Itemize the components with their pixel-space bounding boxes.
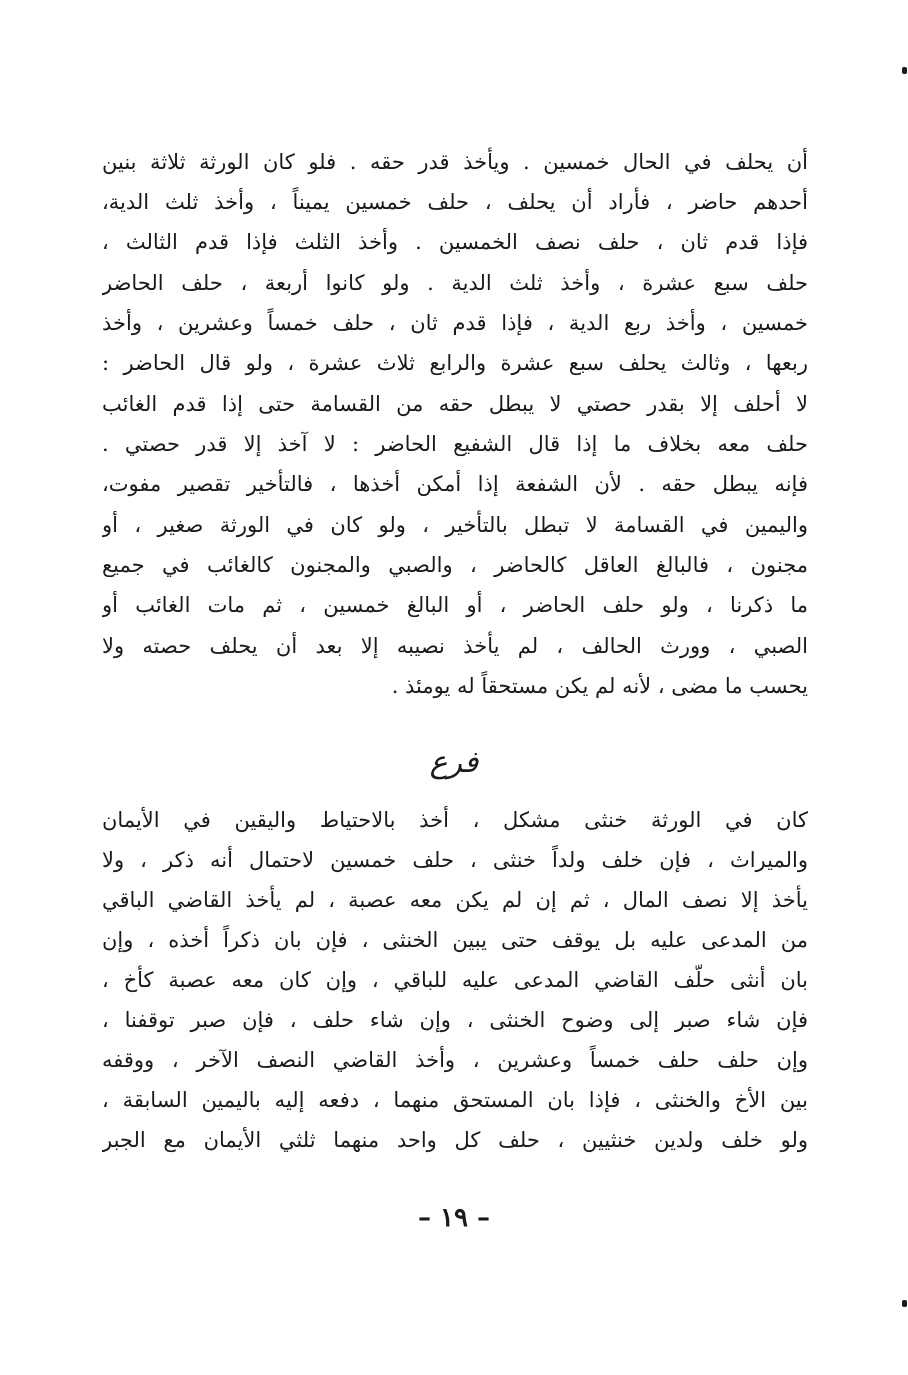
text-line: فإنه يبطل حقه . لأن الشفعة إذا أمكن أخذها ، فالتأخير تقصير مفوت،: [102, 472, 808, 496]
margin-mark: [902, 1300, 907, 1307]
section-heading: فرع: [429, 745, 479, 780]
text-line: خمسين ، وأخذ ربع الدية ، فإذا قدم ثان ، حلف خمساً وعشرين ، وأخذ: [102, 311, 808, 335]
text-line: مجنون ، فالبالغ العاقل كالحاضر ، والصبي والمجنون كالغائب في جميع: [102, 553, 808, 577]
margin-mark: [902, 67, 907, 74]
text-line: واليمين في القسامة لا تبطل بالتأخير ، ولو كان في الورثة صغير ، أو: [102, 513, 808, 537]
text-line: ولو خلف ولدين خنثيين ، حلف كل واحد منهما ثلثي الأيمان مع الجبر: [102, 1128, 808, 1152]
text-line: أن يحلف في الحال خمسين . ويأخذ قدر حقه . فلو كان الورثة ثلاثة بنين: [102, 150, 808, 174]
text-line: لا أحلف إلا بقدر حصتي لا يبطل حقه من القسامة حتى إذا قدم الغائب: [102, 392, 808, 416]
text-line: أحدهم حاضر ، فأراد أن يحلف ، حلف خمسين يميناً ، وأخذ ثلث الدية،: [102, 190, 808, 214]
text-line: والميراث ، فإن خلف ولداً خنثى ، حلف خمسين لاحتمال أنه ذكر ، ولا: [102, 848, 808, 872]
text-line: يحسب ما مضى ، لأنه لم يكن مستحقاً له يومئذ .: [391, 674, 808, 698]
text-line: كان في الورثة خنثى مشكل ، أخذ بالاحتياط واليقين في الأيمان: [102, 808, 808, 832]
text-line: ما ذكرنا ، ولو حلف الحاضر ، أو البالغ خمسين ، ثم مات الغائب أو: [102, 593, 808, 617]
text-line: الصبي ، وورث الحالف ، لم يأخذ نصيبه إلا بعد أن يحلف حصته ولا: [102, 634, 808, 658]
text-line: فإذا قدم ثان ، حلف نصف الخمسين . وأخذ الثلث فإذا قدم الثالث ،: [102, 230, 808, 254]
text-line: من المدعى عليه بل يوقف حتى يبين الخنثى ، فإن بان ذكراً أخذه ، وإن: [102, 928, 808, 952]
page-number: – ١٩ –: [417, 1203, 491, 1233]
text-line: حلف سبع عشرة ، وأخذ ثلث الدية . ولو كانوا أربعة ، حلف الحاضر: [102, 271, 808, 295]
text-line: بان أنثى حلّف القاضي المدعى عليه للباقي ، وإن كان معه عصبة كأخ ،: [102, 968, 808, 992]
text-line: فإن شاء صبر إلى وضوح الخنثى ، وإن شاء حلف ، فإن صبر توقفنا ،: [102, 1008, 808, 1032]
text-line: حلف معه بخلاف ما إذا قال الشفيع الحاضر : لا آخذ إلا قدر حصتي .: [102, 432, 808, 456]
text-line: بين الأخ والخنثى ، فإذا بان المستحق منهما ، دفعه إليه باليمين السابقة ،: [102, 1088, 808, 1112]
text-line: وإن حلف حلف خمساً وعشرين ، وأخذ القاضي النصف الآخر ، ووقفه: [102, 1048, 808, 1072]
text-line: ربعها ، وثالث يحلف سبع عشرة والرابع ثلاث عشرة ، ولو قال الحاضر :: [102, 351, 808, 375]
text-line: يأخذ إلا نصف المال ، ثم إن لم يكن معه عصبة ، لم يأخذ القاضي الباقي: [102, 888, 808, 912]
